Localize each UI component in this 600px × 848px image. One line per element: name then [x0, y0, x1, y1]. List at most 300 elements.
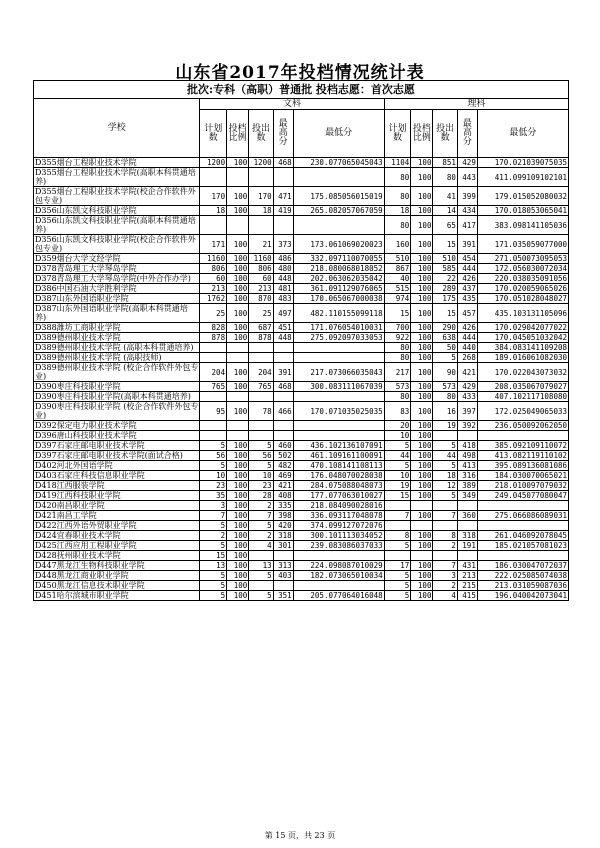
value-cell: 100 — [411, 541, 433, 551]
value-cell: 19 — [384, 481, 411, 491]
value-cell — [293, 343, 384, 353]
table-row — [34, 551, 569, 561]
value-cell: 7 — [433, 561, 457, 571]
value-cell: 186.030047072037 — [477, 561, 568, 571]
table-row — [34, 206, 569, 216]
value-cell: 502 — [273, 451, 293, 461]
value-cell: 5 — [384, 441, 411, 451]
value-cell: 421 — [457, 363, 477, 382]
value-cell: 7 — [384, 511, 411, 521]
value-cell: 100 — [227, 561, 249, 571]
value-cell: 10 — [384, 431, 411, 441]
value-cell: 361.091129076065 — [293, 284, 384, 294]
table-row — [34, 304, 569, 323]
value-cell: 437 — [457, 284, 477, 294]
value-cell — [384, 501, 411, 511]
batch-row — [34, 81, 569, 99]
value-cell — [200, 343, 227, 353]
page-title: 山东省2017年投档情况统计表 — [175, 63, 425, 83]
value-cell: 179.015052080032 — [477, 187, 568, 206]
value-cell — [227, 353, 249, 363]
value-cell: 213 — [457, 571, 477, 581]
value-cell — [273, 392, 293, 402]
value-cell: 828 — [200, 323, 227, 333]
value-cell: 44 — [433, 451, 457, 461]
value-cell — [249, 551, 273, 561]
value-cell: 80 — [433, 392, 457, 402]
value-cell: 100 — [227, 363, 249, 382]
value-cell: 236.050092062050 — [477, 421, 568, 431]
value-cell: 1160 — [249, 254, 273, 264]
value-cell: 435.103131105096 — [477, 304, 568, 323]
value-cell: 460 — [273, 441, 293, 451]
school-name-cell: D420南昌职业学院 — [34, 501, 200, 511]
table-row — [34, 333, 569, 343]
value-cell: 100 — [227, 294, 249, 304]
value-cell: 100 — [411, 333, 433, 343]
value-cell: 5 — [200, 461, 227, 471]
value-cell: 638 — [433, 333, 457, 343]
value-cell: 100 — [227, 158, 249, 168]
value-cell: 184.030070065021 — [477, 471, 568, 481]
value-cell — [273, 431, 293, 441]
school-name-cell: D387山东外国语职业学院(高职本科贯通培养) — [34, 304, 200, 323]
group-wen: 文科 — [200, 99, 384, 110]
value-cell — [411, 521, 433, 531]
header-plan-wen: 计划数 — [200, 110, 227, 158]
value-cell: 100 — [411, 421, 433, 431]
value-cell: 202.063062035042 — [293, 274, 384, 284]
header-max-li: 最高分 — [457, 110, 477, 158]
school-name-cell: D356山东凯文科技职业学院(高职本科贯通培养) — [34, 216, 200, 235]
school-name-cell: D397石家庄邮电职业技术学院(面试合格) — [34, 451, 200, 461]
value-cell — [477, 521, 568, 531]
value-cell: 100 — [411, 531, 433, 541]
value-cell: 100 — [411, 382, 433, 392]
value-cell: 922 — [384, 333, 411, 343]
value-cell: 100 — [411, 168, 433, 187]
school-name-cell: D392保定电力职业技术学院 — [34, 421, 200, 431]
value-cell: 12 — [433, 481, 457, 491]
value-cell: 5 — [384, 591, 411, 601]
value-cell: 454 — [457, 254, 477, 264]
value-cell: 5 — [200, 521, 227, 531]
value-cell: 974 — [384, 294, 411, 304]
value-cell: 182.073065010034 — [293, 571, 384, 581]
value-cell: 5 — [200, 581, 227, 591]
table-row — [34, 392, 569, 402]
value-cell: 14 — [433, 206, 457, 216]
value-cell: 806 — [249, 264, 273, 274]
value-cell: 213 — [200, 284, 227, 294]
value-cell — [273, 216, 293, 235]
value-cell: 100 — [411, 441, 433, 451]
value-cell: 100 — [227, 264, 249, 274]
value-cell: 265.082057067059 — [293, 206, 384, 216]
value-cell: 2 — [200, 531, 227, 541]
value-cell — [273, 168, 293, 187]
table-row — [34, 571, 569, 581]
value-cell: 208.035067079027 — [477, 382, 568, 392]
value-cell: 80 — [384, 353, 411, 363]
value-cell: 878 — [200, 333, 227, 343]
value-cell: 100 — [227, 481, 249, 491]
value-cell: 585 — [433, 264, 457, 274]
value-cell: 5 — [200, 441, 227, 451]
value-cell: 83 — [384, 402, 411, 421]
value-cell — [293, 168, 384, 187]
value-cell — [293, 353, 384, 363]
value-cell: 1762 — [200, 294, 227, 304]
value-cell — [384, 521, 411, 531]
value-cell: 60 — [249, 274, 273, 284]
value-cell — [433, 501, 457, 511]
value-cell: 21 — [249, 235, 273, 254]
value-cell: 457 — [457, 304, 477, 323]
value-cell: 170.018053065041 — [477, 206, 568, 216]
value-cell: 100 — [227, 581, 249, 591]
value-cell: 218.080068018052 — [293, 264, 384, 274]
value-cell: 374.099127072076 — [293, 521, 384, 531]
value-cell: 218.010097079032 — [477, 481, 568, 491]
value-cell: 8 — [384, 531, 411, 541]
value-cell: 385.092109110072 — [477, 441, 568, 451]
value-cell: 413 — [457, 461, 477, 471]
value-cell: 2 — [433, 541, 457, 551]
value-cell: 392 — [457, 421, 477, 431]
school-name-cell: D403石家庄科技信息职业学院 — [34, 471, 200, 481]
value-cell: 351 — [273, 591, 293, 601]
table-row — [34, 591, 569, 601]
value-cell: 170.020059065026 — [477, 284, 568, 294]
value-cell: 421 — [273, 481, 293, 491]
value-cell: 5 — [433, 441, 457, 451]
school-name-cell: D355烟台工程职业技术学院(高职本科贯通培养) — [34, 168, 200, 187]
value-cell: 483 — [273, 294, 293, 304]
table-row — [34, 323, 569, 333]
school-name-cell: D355烟台工程职业技术学院 — [34, 158, 200, 168]
value-cell: 389 — [457, 481, 477, 491]
value-cell — [433, 551, 457, 561]
value-cell: 220.038035091056 — [477, 274, 568, 284]
value-cell: 100 — [227, 551, 249, 561]
value-cell — [249, 353, 273, 363]
value-cell: 275.092097033053 — [293, 333, 384, 343]
value-cell: 177.077063010027 — [293, 491, 384, 501]
value-cell: 100 — [411, 511, 433, 521]
value-cell — [249, 392, 273, 402]
value-cell: 175 — [433, 294, 457, 304]
value-cell: 80 — [384, 392, 411, 402]
value-cell — [227, 421, 249, 431]
value-cell — [200, 168, 227, 187]
value-cell: 25 — [200, 304, 227, 323]
school-name-cell: D447黑龙江生物科技职业学院 — [34, 561, 200, 571]
value-cell: 172.025049065033 — [477, 402, 568, 421]
value-cell: 100 — [411, 323, 433, 333]
value-cell — [293, 421, 384, 431]
value-cell — [200, 353, 227, 363]
value-cell — [273, 353, 293, 363]
school-name-cell: D356山东凯文科技职业学院 — [34, 206, 200, 216]
value-cell: 170.065067000038 — [293, 294, 384, 304]
value-cell: 100 — [411, 471, 433, 481]
value-cell: 100 — [411, 561, 433, 571]
value-cell: 468 — [273, 382, 293, 392]
value-cell — [457, 431, 477, 441]
value-cell — [249, 421, 273, 431]
value-cell: 170 — [249, 187, 273, 206]
school-name-cell: D356山东凯文科技职业学院(校企合作软件外包专业) — [34, 235, 200, 254]
value-cell: 10 — [249, 471, 273, 481]
school-name-cell: D359烟台大学文经学院 — [34, 254, 200, 264]
table-row — [34, 363, 569, 382]
value-cell: 171.035059077000 — [477, 235, 568, 254]
table-row — [34, 521, 569, 531]
value-cell: 100 — [411, 206, 433, 216]
value-cell: 100 — [411, 343, 433, 353]
value-cell — [249, 431, 273, 441]
value-cell: 13 — [249, 561, 273, 571]
value-cell: 573 — [433, 382, 457, 392]
value-cell: 222.025085074038 — [477, 571, 568, 581]
value-cell — [457, 551, 477, 561]
value-cell: 100 — [227, 491, 249, 501]
value-cell: 510 — [433, 254, 457, 264]
value-cell: 100 — [411, 491, 433, 501]
school-name-cell: D388潍坊工商职业学院 — [34, 323, 200, 333]
value-cell: 443 — [457, 168, 477, 187]
school-name-cell: D355烟台工程职业技术学院(校企合作软件外包专业) — [34, 187, 200, 206]
value-cell: 170 — [200, 187, 227, 206]
value-cell: 1104 — [384, 158, 411, 168]
value-cell: 5 — [249, 571, 273, 581]
table-row — [34, 382, 569, 392]
value-cell: 510 — [384, 254, 411, 264]
page-footer: 第 15 页，共 23 页 — [264, 831, 336, 840]
school-name-cell: D378青岛理工大学琴岛学院(中外合作办学) — [34, 274, 200, 284]
school-name-cell: D390枣庄科技职业学院 (校企合作软件外包专业) — [35, 402, 199, 420]
value-cell: 7 — [200, 511, 227, 521]
value-cell: 100 — [411, 431, 433, 441]
school-name-cell: D428抚州职业技术学院 — [34, 551, 200, 561]
value-cell: 5 — [433, 461, 457, 471]
value-cell: 100 — [227, 402, 249, 421]
value-cell: 170.045051032042 — [477, 333, 568, 343]
value-cell: 25 — [249, 304, 273, 323]
value-cell: 176.048070028038 — [293, 471, 384, 481]
school-name-cell: D387山东外国语职业学院 — [34, 294, 200, 304]
value-cell — [411, 501, 433, 511]
value-cell: 175.085056015019 — [293, 187, 384, 206]
value-cell: 468 — [273, 158, 293, 168]
value-cell: 95 — [200, 402, 227, 421]
value-cell: 482.110155099118 — [293, 304, 384, 323]
table-row — [34, 187, 569, 206]
value-cell — [411, 551, 433, 561]
value-cell: 3 — [200, 501, 227, 511]
value-cell: 420 — [273, 521, 293, 531]
value-cell: 204 — [200, 363, 227, 382]
header-out-li: 投出数 — [433, 110, 457, 158]
value-cell: 20 — [384, 421, 411, 431]
value-cell: 18 — [200, 206, 227, 216]
value-cell: 170.071035025035 — [293, 402, 384, 421]
value-cell: 469 — [273, 471, 293, 481]
value-cell: 170.021039075035 — [477, 158, 568, 168]
header-min-li: 最低分 — [477, 110, 568, 158]
school-name-cell: D419江西科技职业学院 — [34, 491, 200, 501]
value-cell: 4 — [433, 591, 457, 601]
value-cell: 300.101113034052 — [293, 531, 384, 541]
admission-table — [33, 80, 569, 601]
value-cell: 7 — [433, 511, 457, 521]
value-cell: 448 — [273, 274, 293, 284]
value-cell: 185.021057081023 — [477, 541, 568, 551]
table-row — [34, 561, 569, 571]
value-cell: 498 — [457, 451, 477, 461]
value-cell: 80 — [384, 187, 411, 206]
school-name-cell: D389德州职业技术学院 — [34, 333, 200, 343]
value-cell: 100 — [411, 264, 433, 274]
value-cell — [249, 216, 273, 235]
value-cell — [227, 431, 249, 441]
value-cell: 100 — [411, 591, 433, 601]
value-cell: 349 — [457, 491, 477, 501]
value-cell: 300.083111067039 — [293, 382, 384, 392]
school-name-cell: D421南昌工学院 — [34, 511, 200, 521]
value-cell: 100 — [411, 294, 433, 304]
value-cell: 170.029042077022 — [477, 323, 568, 333]
value-cell: 224.098087010029 — [293, 561, 384, 571]
value-cell: 332.097110070055 — [293, 254, 384, 264]
table-row — [34, 541, 569, 551]
value-cell: 481 — [273, 284, 293, 294]
school-name-cell: D389德州职业技术学院 (高职技师) — [34, 353, 200, 363]
school-name-cell: D424宜春职业技术学院 — [34, 531, 200, 541]
school-name-cell: D386中国石油大学胜利学院 — [34, 284, 200, 294]
value-cell: 765 — [200, 382, 227, 392]
value-cell: 268 — [457, 353, 477, 363]
table-row — [34, 471, 569, 481]
value-cell: 408 — [273, 491, 293, 501]
value-cell: 391 — [457, 235, 477, 254]
value-cell: 480 — [273, 264, 293, 274]
value-cell: 18 — [384, 206, 411, 216]
value-cell: 7 — [249, 511, 273, 521]
value-cell: 5 — [384, 461, 411, 471]
value-cell: 239.083086037033 — [293, 541, 384, 551]
value-cell: 261.046092078045 — [477, 531, 568, 541]
value-cell: 100 — [411, 392, 433, 402]
table-row — [34, 581, 569, 591]
value-cell — [293, 392, 384, 402]
value-cell: 100 — [411, 402, 433, 421]
value-cell: 413.082119110102 — [477, 451, 568, 461]
value-cell: 335 — [273, 501, 293, 511]
value-cell: 15 — [433, 304, 457, 323]
value-cell: 18 — [249, 206, 273, 216]
value-cell — [457, 501, 477, 511]
value-cell: 16 — [433, 402, 457, 421]
value-cell: 100 — [227, 461, 249, 471]
value-cell: 171 — [200, 235, 227, 254]
value-cell — [273, 551, 293, 561]
value-cell: 80 — [384, 168, 411, 187]
value-cell: 5 — [384, 541, 411, 551]
value-cell: 448 — [273, 333, 293, 343]
value-cell: 444 — [457, 264, 477, 274]
table-row — [34, 158, 569, 168]
value-cell: 431 — [457, 561, 477, 571]
value-cell: 419 — [273, 206, 293, 216]
value-cell: 100 — [227, 441, 249, 451]
value-cell — [200, 392, 227, 402]
value-cell: 15 — [433, 235, 457, 254]
value-cell: 373 — [273, 235, 293, 254]
value-cell: 170.051028048027 — [477, 294, 568, 304]
value-cell: 100 — [227, 323, 249, 333]
value-cell: 433 — [457, 392, 477, 402]
value-cell: 204 — [249, 363, 273, 382]
value-cell: 213.031059087036 — [477, 581, 568, 591]
value-cell: 5 — [433, 353, 457, 363]
value-cell: 65 — [433, 216, 457, 235]
value-cell: 215 — [457, 581, 477, 591]
value-cell: 290 — [433, 323, 457, 333]
value-cell: 403 — [273, 571, 293, 581]
value-cell: 435 — [457, 294, 477, 304]
value-cell: 13 — [200, 561, 227, 571]
value-cell: 687 — [249, 323, 273, 333]
value-cell: 497 — [273, 304, 293, 323]
value-cell: 19 — [433, 421, 457, 431]
table-row — [34, 511, 569, 521]
value-cell: 56 — [200, 451, 227, 461]
value-cell: 18 — [433, 471, 457, 481]
value-cell: 5 — [249, 521, 273, 531]
value-cell — [249, 581, 273, 591]
value-cell: 301 — [273, 541, 293, 551]
value-cell — [200, 431, 227, 441]
value-cell: 160 — [384, 235, 411, 254]
value-cell: 398 — [273, 511, 293, 521]
value-cell: 851 — [433, 158, 457, 168]
value-cell: 205.077064016048 — [293, 591, 384, 601]
value-cell: 434 — [457, 206, 477, 216]
value-cell: 411.099109102101 — [477, 168, 568, 187]
value-cell: 100 — [227, 254, 249, 264]
table-row — [34, 294, 569, 304]
value-cell: 486 — [273, 254, 293, 264]
value-cell: 41 — [433, 187, 457, 206]
table-row — [34, 451, 569, 461]
value-cell: 23 — [249, 481, 273, 491]
value-cell: 78 — [249, 402, 273, 421]
value-cell: 15 — [384, 491, 411, 501]
value-cell: 100 — [411, 284, 433, 294]
value-cell: 100 — [227, 541, 249, 551]
school-name-cell: D397石家庄邮电职业技术学院 — [34, 441, 200, 451]
school-name-cell: D425江西应用工程职业学院 — [34, 541, 200, 551]
value-cell: 44 — [384, 451, 411, 461]
value-cell: 17 — [384, 561, 411, 571]
value-cell: 100 — [227, 511, 249, 521]
table-row — [34, 353, 569, 363]
value-cell: 275.066086089031 — [477, 511, 568, 521]
value-cell: 100 — [411, 254, 433, 264]
value-cell: 100 — [411, 481, 433, 491]
